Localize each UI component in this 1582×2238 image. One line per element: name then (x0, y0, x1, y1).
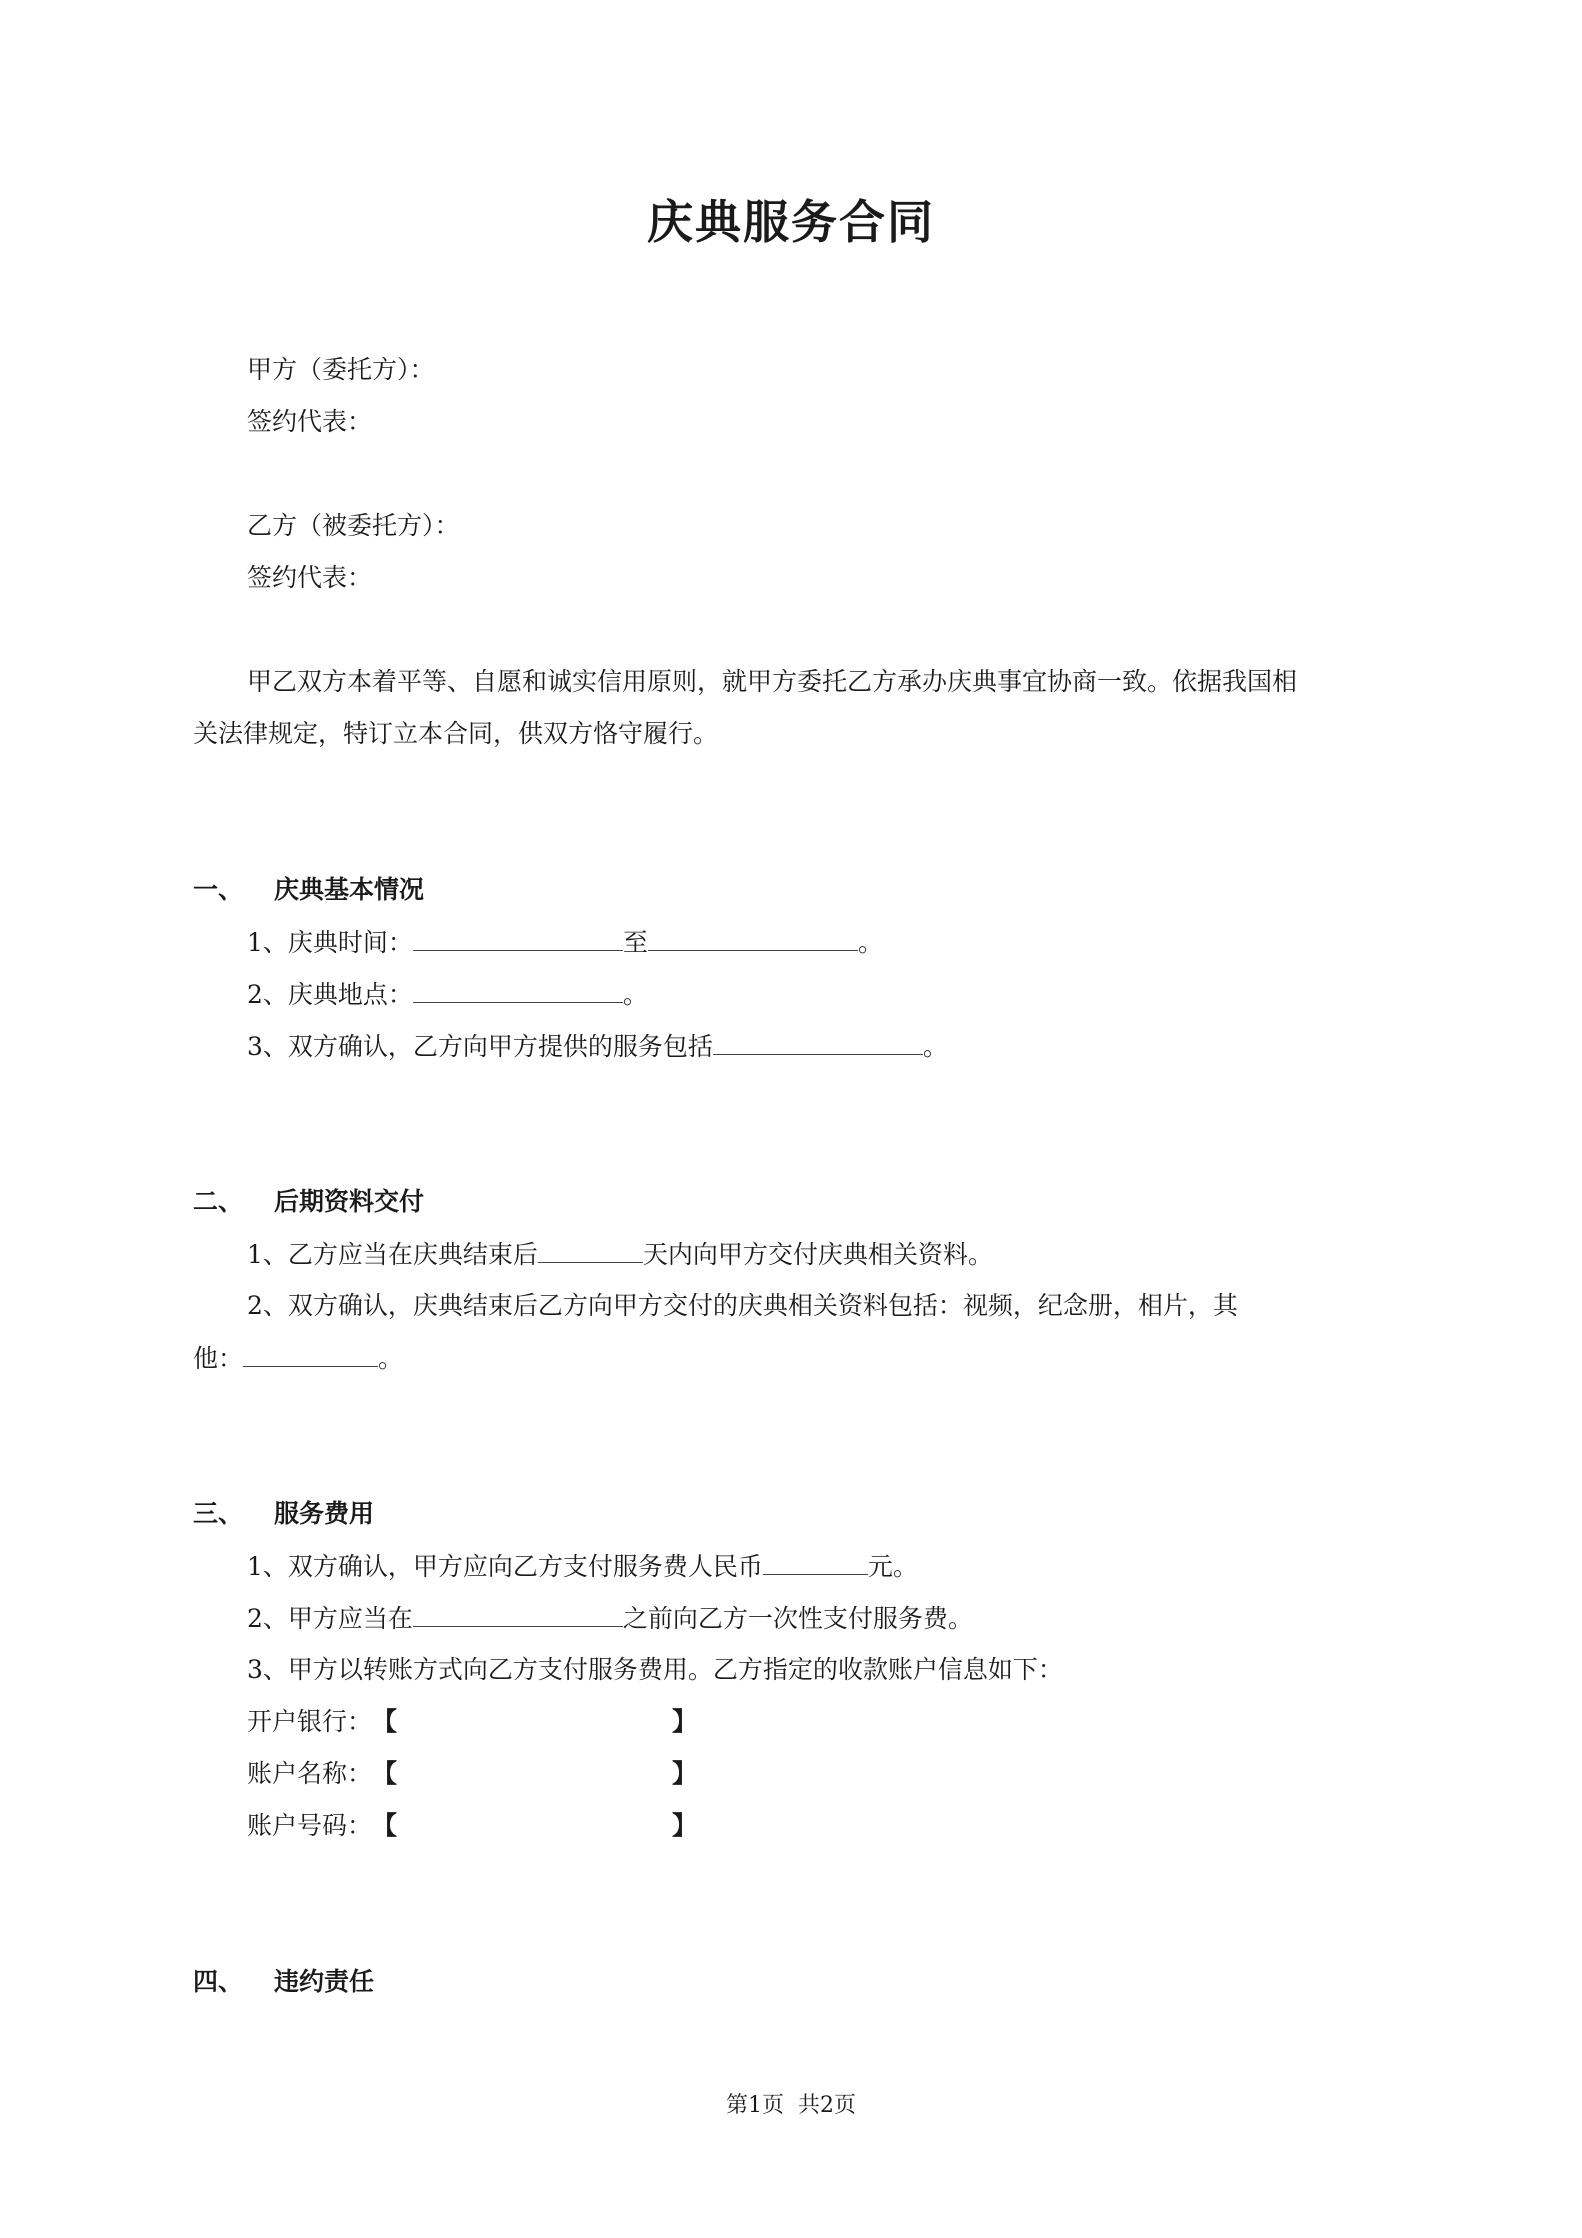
item-text: 。 (857, 928, 883, 957)
item-text: 至 (622, 928, 648, 957)
section-1-item-3 (247, 1028, 948, 1065)
account-name-label: 账户名称： (247, 1759, 373, 1788)
item-text: 1、乙方应当在庆典结束后 (247, 1240, 538, 1269)
section-4-heading (193, 1964, 374, 2000)
party-b-rep: 签约代表： (247, 563, 373, 592)
party-b-label: 乙方（被委托方）： (247, 511, 460, 540)
section-3-item-1 (247, 1548, 918, 1585)
item-text: 2、庆典地点： (247, 980, 413, 1009)
item-text: 元。 (867, 1552, 918, 1581)
item-text: 天内向甲方交付庆典相关资料。 (642, 1240, 993, 1269)
date-end-blank[interactable] (648, 924, 858, 951)
preamble-line-1: 甲乙双方本着平等、自愿和诚实信用原则，就甲方委托乙方承办庆典事宜协商一致。依据我国相 (247, 667, 1298, 696)
section-number: 一、 (193, 875, 244, 904)
account-number-label: 账户号码： (247, 1811, 373, 1840)
section-2-item-2-line-2 (193, 1340, 403, 1377)
bank-row (247, 1704, 697, 1740)
section-3-item-2 (247, 1600, 973, 1637)
item-text: 2、甲方应当在 (247, 1604, 413, 1633)
item-text: 之前向乙方一次性支付服务费。 (622, 1604, 973, 1633)
item-text: 3、双方确认，乙方向甲方提供的服务包括 (247, 1032, 713, 1061)
party-a-label: 甲方（委托方）： (247, 355, 435, 384)
other-materials-blank[interactable] (243, 1340, 378, 1367)
section-3-item-3: 3、甲方以转账方式向乙方支付服务费用。乙方指定的收款账户信息如下： (247, 1655, 1063, 1684)
section-2-item-1 (247, 1236, 993, 1273)
section-title: 服务费用 (274, 1499, 375, 1528)
item-text: 他： (193, 1344, 244, 1373)
item-text: 1、庆典时间： (247, 928, 413, 957)
section-1-item-1 (247, 924, 883, 961)
services-blank[interactable] (713, 1028, 923, 1055)
section-1-heading (193, 872, 424, 908)
section-2-heading (193, 1184, 424, 1220)
days-blank[interactable] (538, 1236, 643, 1263)
account-name-field[interactable]: 【 (372, 1759, 398, 1788)
payment-date-blank[interactable] (413, 1600, 623, 1627)
section-title: 庆典基本情况 (274, 875, 425, 904)
bracket-close: 】 (672, 1811, 698, 1840)
bracket-close: 】 (672, 1707, 698, 1736)
section-number: 三、 (193, 1499, 244, 1528)
page-footer: 第1页 共2页 (726, 2093, 856, 2118)
item-text: 1、双方确认，甲方应向乙方支付服务费人民币 (247, 1552, 763, 1581)
item-text: 。 (922, 1032, 948, 1061)
account-name-row (247, 1756, 697, 1792)
bracket-close: 】 (672, 1759, 698, 1788)
account-number-field[interactable]: 【 (372, 1811, 398, 1840)
bank-field[interactable]: 【 (372, 1707, 398, 1736)
fee-amount-blank[interactable] (763, 1548, 868, 1575)
document-title: 庆典服务合同 (647, 195, 935, 249)
section-3-heading (193, 1496, 374, 1532)
section-2-item-2-line-1: 2、双方确认，庆典结束后乙方向甲方交付的庆典相关资料包括：视频，纪念册，相片，其 (247, 1291, 1238, 1320)
party-a-rep: 签约代表： (247, 407, 373, 436)
date-start-blank[interactable] (413, 924, 623, 951)
item-text: 。 (378, 1344, 404, 1373)
section-title: 后期资料交付 (274, 1187, 425, 1216)
account-number-row (247, 1808, 697, 1844)
section-number: 二、 (193, 1187, 244, 1216)
section-1-item-2 (247, 976, 648, 1013)
preamble-line-2: 关法律规定，特订立本合同，供双方恪守履行。 (193, 719, 719, 748)
section-number: 四、 (193, 1967, 244, 1996)
location-blank[interactable] (413, 976, 623, 1003)
item-text: 。 (622, 980, 648, 1009)
section-title: 违约责任 (274, 1967, 375, 1996)
bank-label: 开户银行： (247, 1707, 373, 1736)
